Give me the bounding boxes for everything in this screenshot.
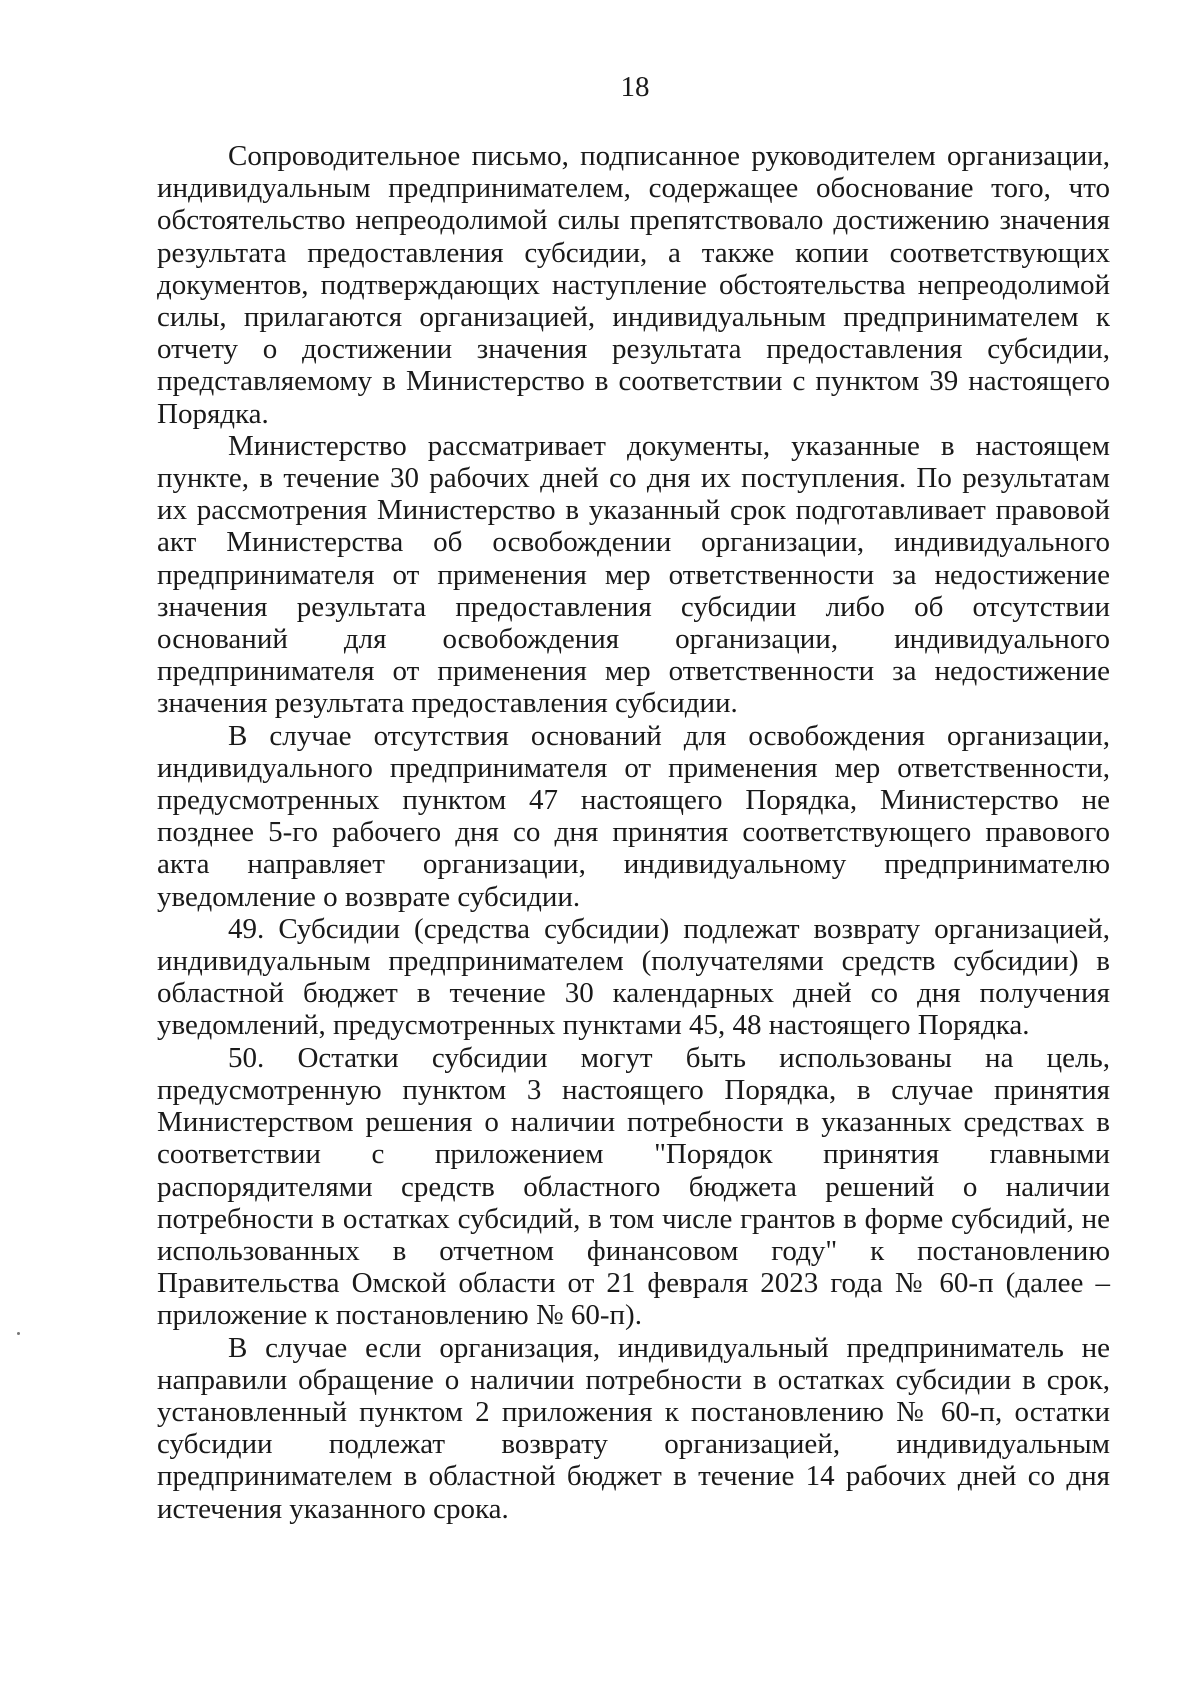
- paragraph-ministry-review: Министерство рассматривает документы, указанные в настоящем пункте, в течение 30 рабочих дней со дня их поступления. По результатам их рассмотрения Министерство в указанный срок подготавливает правовой акт Министерства об освобождении организации, индивидуального предпринимателя от применения мер ответственности за недостижение значения результата предоставления субсидии либо об отсутствии оснований для освобождения организации, индивидуального предпринимателя от применения мер ответственности за недостижение значения результата предоставления субсидии.: [157, 429, 1110, 720]
- scan-speck: [17, 1332, 20, 1335]
- page-number: 18: [620, 71, 650, 103]
- paragraph-cover-letter: Сопроводительное письмо, подписанное руководителем организации, индивидуальным предпринимателем, содержащее обоснование того, что обстоятельство непреодолимой силы препятствовало достижению значения результата предоставления субсидии, а также копии соответствующих документов, подтверждающих наступление обстоятельства непреодолимой силы, прилагаются организацией, индивидуальным предпринимателем к отчету о достижении значения результата предоставления субсидии, представляемому в Министерство в соответствии с пунктом 39 настоящего Порядка.: [157, 140, 1110, 430]
- document-body: [157, 140, 1110, 1525]
- paragraph-item-50: 50. Остатки субсидии могут быть использованы на цель, предусмотренную пунктом 3 настоящего Порядка, в случае принятия Министерством решения о наличии потребности в указанных средствах в соответствии с приложением "Порядок принятия главными распорядителями средств областного бюджета решений о наличии потребности в остатках субсидий, в том числе грантов в форме субсидий, не использованных в отчетном финансовом году" к постановлению Правительства Омской области от 21 февраля 2023 года № 60-п (далее – приложение к постановлению № 60-п).: [157, 1041, 1110, 1332]
- paragraph-item-49: 49. Субсидии (средства субсидии) подлежат возврату организацией, индивидуальным предпринимателем (получателями средств субсидии) в областной бюджет в течение 30 календарных дней со дня получения уведомлений, предусмотренных пунктами 45, 48 настоящего Порядка.: [157, 912, 1110, 1042]
- paragraph-unused-balance-return: В случае если организация, индивидуальный предприниматель не направили обращение о наличии потребности в остатках субсидии в срок, установленный пунктом 2 приложения к постановлению № 60-п, остатки субсидии подлежат возврату организацией, индивидуальным предпринимателем в областной бюджет в течение 14 рабочих дней со дня истечения указанного срока.: [157, 1331, 1110, 1525]
- paragraph-no-grounds: В случае отсутствия оснований для освобождения организации, индивидуального предпринимателя от применения мер ответственности, предусмотренных пунктом 47 настоящего Порядка, Министерство не позднее 5-го рабочего дня со дня принятия соответствующего правового акта направляет организации, индивидуальному предпринимателю уведомление о возврате субсидии.: [157, 719, 1110, 913]
